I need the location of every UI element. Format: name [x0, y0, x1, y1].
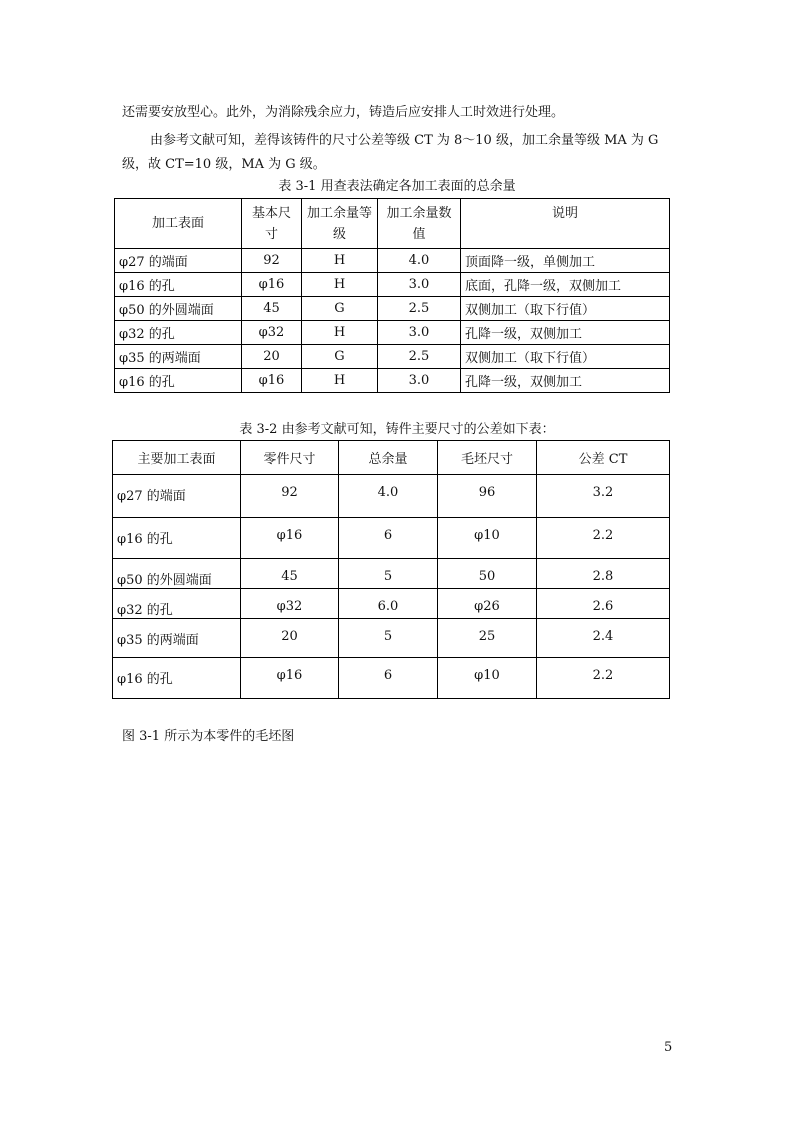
table-header-row: [113, 441, 670, 475]
table-cell: φ50 的外圆端面: [115, 297, 242, 321]
table-cell: 5: [339, 559, 438, 589]
table-row: [115, 321, 670, 345]
table-cell: 92: [241, 475, 339, 518]
body-line-1: 还需要安放型心。此外，为消除残余应力，铸造后应安排人工时效进行处理。: [122, 105, 565, 120]
table-row: [115, 249, 670, 273]
table-cell: φ10: [438, 518, 537, 559]
table-header-cell: 毛坯尺寸: [438, 441, 537, 475]
table-cell: φ35 的两端面: [113, 619, 241, 658]
table-cell: 2.5: [378, 345, 461, 369]
table-cell: 双侧加工（取下行值）: [461, 345, 670, 369]
table-row: [113, 475, 670, 518]
table-cell: 3.0: [378, 321, 461, 345]
table-row: [115, 297, 670, 321]
table-cell: φ16 的孔: [113, 658, 241, 699]
table-cell: 5: [339, 619, 438, 658]
tolerance-table: [112, 440, 670, 699]
table-cell: φ32: [242, 321, 302, 345]
table-cell: 4.0: [378, 249, 461, 273]
table-cell: 45: [242, 297, 302, 321]
table-cell: G: [302, 297, 378, 321]
table-cell: φ16 的孔: [115, 273, 242, 297]
table-row: [115, 345, 670, 369]
table-cell: 2.2: [537, 658, 670, 699]
table-cell: 96: [438, 475, 537, 518]
body-line-2: 由参考文献可知，差得该铸件的尺寸公差等级 CT 为 8～10 级，加工余量等级 MA 为 G: [150, 133, 659, 148]
table-header-cell: 加工余量等级: [302, 199, 378, 249]
table-row: [115, 273, 670, 297]
table-cell: φ32: [241, 589, 339, 619]
table-cell: φ16: [241, 518, 339, 559]
table2-caption: 表 3-2 由参考文献可知，铸件主要尺寸的公差如下表：: [239, 422, 555, 437]
table-row: [113, 559, 670, 589]
table-cell: G: [302, 345, 378, 369]
table-row: [113, 518, 670, 559]
table-row: [113, 658, 670, 699]
table-cell: H: [302, 249, 378, 273]
table-cell: 2.6: [537, 589, 670, 619]
table-cell: φ50 的外圆端面: [113, 559, 241, 589]
table-row: [115, 369, 670, 393]
body-line-3: 级，故 CT=10 级，MA 为 G 级。: [122, 157, 326, 172]
table-cell: 4.0: [339, 475, 438, 518]
table-cell: 20: [241, 619, 339, 658]
table-header-cell: 加工余量数值: [378, 199, 461, 249]
table-cell: 孔降一级，双侧加工: [461, 369, 670, 393]
table-cell: 2.4: [537, 619, 670, 658]
figure-note: 图 3-1 所示为本零件的毛坯图: [122, 729, 295, 744]
table-cell: φ32 的孔: [115, 321, 242, 345]
table-cell: 3.0: [378, 273, 461, 297]
table-cell: 2.8: [537, 559, 670, 589]
table-cell: 3.0: [378, 369, 461, 393]
table-cell: 45: [241, 559, 339, 589]
table-header-cell: 公差 CT: [537, 441, 670, 475]
table-cell: H: [302, 369, 378, 393]
table-cell: φ27 的端面: [115, 249, 242, 273]
table-cell: 50: [438, 559, 537, 589]
table-cell: φ16: [242, 273, 302, 297]
table-cell: φ16: [241, 658, 339, 699]
table-header-cell: 主要加工表面: [113, 441, 241, 475]
table1-caption: 表 3-1 用查表法确定各加工表面的总余量: [278, 179, 516, 194]
table-cell: 6: [339, 658, 438, 699]
table-cell: 顶面降一级，单侧加工: [461, 249, 670, 273]
table-cell: 6.0: [339, 589, 438, 619]
table-row: [113, 589, 670, 619]
table-cell: 20: [242, 345, 302, 369]
table-cell: 92: [242, 249, 302, 273]
table-header-cell: 基本尺寸: [242, 199, 302, 249]
table-row: [113, 619, 670, 658]
table-cell: 6: [339, 518, 438, 559]
table-cell: H: [302, 321, 378, 345]
allowance-table: [114, 198, 670, 393]
table-cell: 孔降一级，双侧加工: [461, 321, 670, 345]
table-cell: 2.2: [537, 518, 670, 559]
table-header-row: [115, 199, 670, 249]
table-header-cell: 总余量: [339, 441, 438, 475]
table-cell: 2.5: [378, 297, 461, 321]
page-number: 5: [664, 1040, 673, 1055]
table-cell: φ16 的孔: [113, 518, 241, 559]
table-cell: H: [302, 273, 378, 297]
table-cell: φ27 的端面: [113, 475, 241, 518]
table-cell: 双侧加工（取下行值）: [461, 297, 670, 321]
table-cell: φ32 的孔: [113, 589, 241, 619]
table-cell: φ26: [438, 589, 537, 619]
table-cell: 3.2: [537, 475, 670, 518]
table-header-cell: 零件尺寸: [241, 441, 339, 475]
table-header-cell: 说明: [461, 199, 670, 249]
table-cell: 25: [438, 619, 537, 658]
table-cell: φ16 的孔: [115, 369, 242, 393]
table-cell: φ35 的两端面: [115, 345, 242, 369]
table-cell: φ16: [242, 369, 302, 393]
table-header-cell: 加工表面: [115, 199, 242, 249]
table-cell: φ10: [438, 658, 537, 699]
table-cell: 底面，孔降一级，双侧加工: [461, 273, 670, 297]
